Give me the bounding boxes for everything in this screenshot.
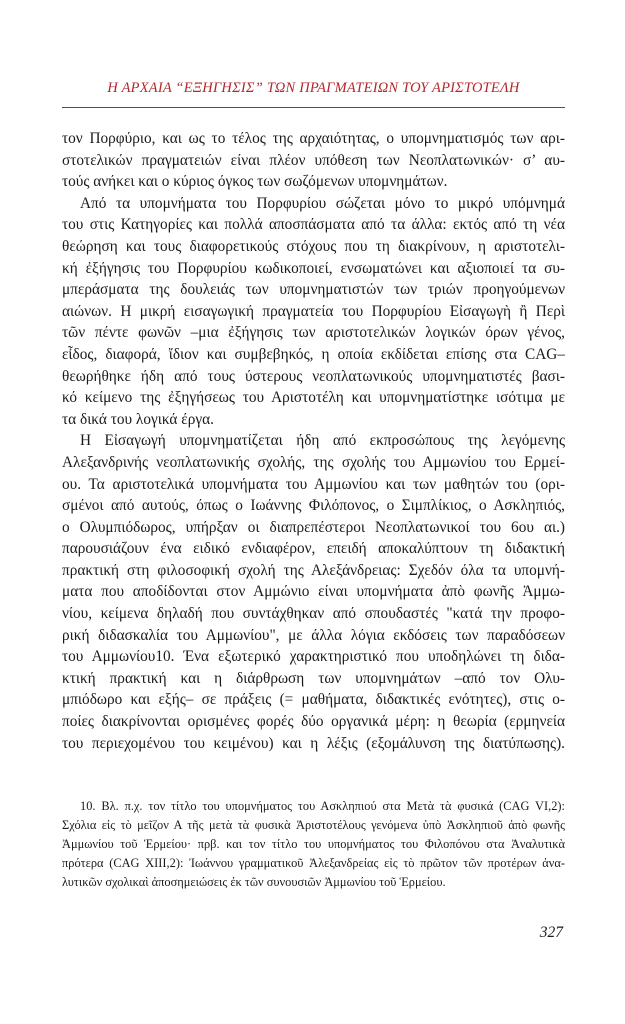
text-line: ο Ολυμπιόδωρος, υπήρξαν οι διαπρεπέστεροι Νεοπλατωνικοί του 6ου αι.) <box>62 518 565 536</box>
text-line: ου. Τα αριστοτελικά υπομνήματα του Αμμωνίου και των μαθητών του (ορι- <box>62 475 565 493</box>
text-line: νίου, κείμενα δηλαδή που συντάχθηκαν από σπουδαστές "κατά την προφο- <box>62 605 565 623</box>
running-head-rule <box>62 107 565 108</box>
text-line: Η Εἰσαγωγή υπομνηματίζεται ήδη από εκπροσώπους της λεγόμενης <box>80 432 565 450</box>
text-line: κή ἐξήγησις του Πορφυρίου κωδικοποιεί, ενσωματώνει και αξιοποιεί τα συ- <box>62 259 565 277</box>
text-line: θεώρηση και τους διαφορετικούς στόχους που τη διακρίνουν, η αριστοτελι- <box>62 237 565 255</box>
text-line: Από τα υπομνήματα του Πορφυρίου σώζεται μόνο το μικρό υπόμνημά <box>80 194 565 212</box>
footnote-line: Ἀμμωνίου τοῦ Ἑρμείου· πρβ. και τον τίτλο του υπομνήματος του Φιλοπόνου στα Ἀναλυτικὰ <box>62 837 565 851</box>
paragraph-1 <box>62 128 565 193</box>
text-line: εἶδος, διαφορά, ἴδιον και συμβεβηκός, η οποία εκδίδεται επίσης στα CAG– <box>62 345 565 363</box>
footnote-line: Σχόλια εἰς τὸ μεῖζον Α τῆς μετὰ τὰ φυσικὰ Ἀριστοτέλους γενόμενα ὑπὸ Ἀσκληπιοῦ ἀπὸ φωνῆς <box>62 818 565 832</box>
text-line: Αλεξανδρινής νεοπλατωνικής σχολής, της σχολής του Αμμωνίου του Ερμεί- <box>62 453 565 471</box>
text-line: του στις Κατηγορίες και πολλά αποσπάσματα από τα άλλα: εκτός από τη νέα <box>62 216 565 234</box>
text-line: κό κείμενο της ἐξηγήσεως του Αριστοτέλη και υπομνηματίστηκε ισότιμα με <box>62 389 565 407</box>
text-line: του περιεχομένου του κειμένου) και η λέξις (εξομάλυνση της διατύπωσης). <box>62 734 565 752</box>
text-line: θεωρήθηκε ήδη από τους ύστερους νεοπλατωνικούς υπομνηματιστές βασι- <box>62 367 565 385</box>
text-line: ποίες διακρίνονται ορισμένες φορές δύο οργανικά μέρη: η θεωρία (ερμηνεία <box>62 713 565 731</box>
footnote-line: 10. Βλ. π.χ. τον τίτλο του υπομνήματος του Ασκληπιού στα Μετὰ τὰ φυσικά (CAG VI,2): <box>80 799 565 813</box>
paragraph-3 <box>62 430 565 754</box>
text-line: παρουσιάζουν ένα ειδικό ενδιαφέρον, επειδή αποκαλύπτουν τη διδακτική <box>62 540 565 558</box>
text-line: ρική διδασκαλία του Αμμωνίου", με άλλα λόγια εκδόσεις των παραδόσεων <box>62 626 565 644</box>
text-line: αιώνων. Η μικρή εισαγωγική πραγματεία του Πορφυρίου Εἰσαγωγὴ ἢ Περὶ <box>62 302 565 320</box>
text-line: μπεράσματα της δουλειάς των υπομνηματιστών των τριών προηγούμενων <box>62 281 565 299</box>
text-line: πρακτική στη φιλοσοφική σχολή της Αλεξάνδρειας: Σχεδόν όλα τα υπομνή- <box>62 561 565 579</box>
text-line: τον Πορφύριο, και ως το τέλος της αρχαιότητας, ο υπομνηματισμός των αρι- <box>62 130 565 147</box>
text-line: στοτελικών πραγματειών είναι πλέον υπόθεση των Νεοπλατωνικών· σ’ αυ- <box>62 151 565 169</box>
running-head: Η ΑΡΧΑΙΑ “ΕΞΗΓΗΣΙΣ” ΤΩΝ ΠΡΑΓΜΑΤΕΙΩΝ ΤΟΥ ΑΡΙΣΤΟΤΕΛΗ <box>107 80 520 96</box>
paragraph-2 <box>62 193 565 431</box>
text-line: σμένοι από αυτούς, όπως ο Ιωάννης Φιλόπονος, ο Σιμπλίκιος, ο Ασκληπιός, <box>62 497 565 515</box>
text-line: κτική πρακτική και η διάρθρωση των υπομνημάτων –από τον Ολυ- <box>62 669 565 687</box>
footnote-10 <box>62 797 565 892</box>
text-line: του Αμμωνίου10. Ένα εξωτερικό χαρακτηριστικό που υποδηλώνει τη διδα- <box>62 648 565 666</box>
text-line: τούς ανήκει και ο κύριος όγκος των σωζόμενων υπομνημάτων. <box>62 173 448 191</box>
text-line: ματα που αποδίδονται στον Αμμώνιο είναι υπομνήματα ἀπὸ φωνῆς Ἀμμω- <box>62 583 565 601</box>
text-line: τα δικά του λογικά έργα. <box>62 410 214 428</box>
page-number: 327 <box>539 924 563 941</box>
text-line: μπιόδωρο και εξής– σε πράξεις (= μαθήματα, διδακτικές ενότητες), στις ο- <box>62 691 565 709</box>
main-text <box>62 128 565 754</box>
text-line: τῶν πέντε φωνῶν –μια ἐξήγησις των αριστοτελικών λογικών όρων γένος, <box>62 324 565 342</box>
footnote-line: λυτικῶν σχολικαὶ ἀποσημειώσεις ἐκ τῶν συνουσιῶν Ἀμμωνίου τοῦ Ἑρμείου. <box>62 875 446 889</box>
footnote-line: πρότερα (CAG XIII,2): Ἰωάννου γραμματικοῦ Ἀλεξανδρείας εἰς τὸ πρῶτον τῶν προτέρων ἀνα- <box>62 856 565 870</box>
